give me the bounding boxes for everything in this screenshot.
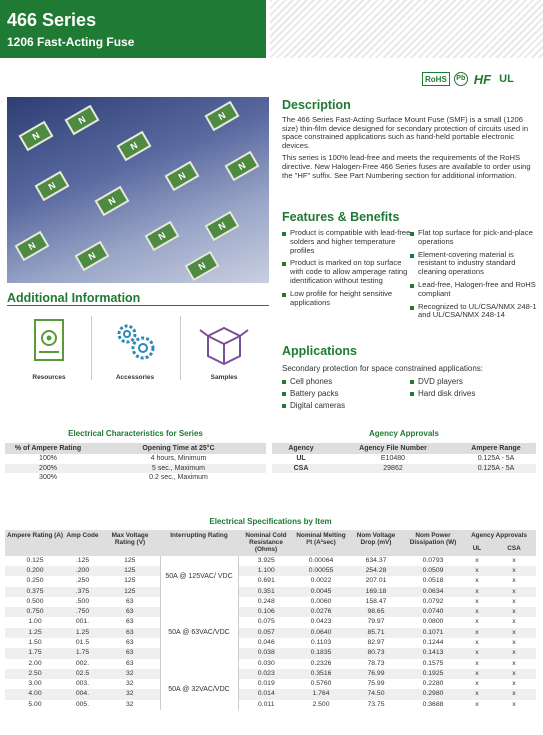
table-cell: x — [475, 659, 479, 667]
table-row — [5, 669, 536, 679]
column-header: Agency — [272, 443, 330, 454]
certification-badges — [422, 72, 516, 86]
table-cell: 01.5 — [75, 638, 90, 646]
table-cell: 2.500 — [312, 700, 330, 708]
table-cell: 0.125A - 5A — [477, 455, 515, 463]
table-cell: x — [492, 669, 536, 679]
document-gear-icon — [19, 316, 79, 368]
table-cell: 78.73 — [367, 659, 385, 667]
table-cell: 76.99 — [348, 669, 404, 679]
agency-table-title: Agency Approvals — [369, 429, 439, 438]
interrupting-rating-cell: 50A @ 63VAC/VDC — [160, 597, 238, 669]
table-cell: 0.1071 — [404, 628, 462, 638]
table-cell: 63 — [125, 638, 134, 646]
rohs-badge: RoHS — [422, 72, 450, 86]
table-cell: 0.0740 — [404, 607, 462, 617]
product-photo: N N N N N N N N N N N N N — [7, 97, 269, 283]
divider — [180, 316, 181, 380]
table-cell: 80.73 — [348, 648, 404, 658]
column-header: Agency File Number — [330, 443, 456, 454]
table-cell: x — [462, 648, 492, 658]
table-cell: 001. — [75, 618, 90, 626]
table-cell: x — [512, 577, 516, 585]
features-list-right — [410, 229, 538, 324]
feature-item: Element-covering material is resistant to industry standard cleaning operations — [410, 251, 538, 277]
table-cell: 0.2980 — [404, 689, 462, 699]
table-cell: 0.00055 — [294, 566, 348, 576]
samples-label: Samples — [210, 374, 238, 381]
table-cell: 300% — [39, 474, 57, 482]
table-cell: 0.500 — [26, 597, 44, 605]
gears-icon — [105, 316, 165, 368]
column-header: % of Ampere Rating — [5, 443, 91, 454]
description-paragraph: The 466 Series Fast-Acting Surface Mount Fuse (SMF) is a small (1206 size) thin-film device designed for secondary protection of circuits used in space constrained applications such as hand-held portable electronic devices. — [282, 115, 529, 150]
table-cell: 0.057 — [238, 628, 294, 638]
table-cell: 73.75 — [367, 700, 385, 708]
table-cell: x — [492, 566, 536, 576]
table-cell: x — [475, 680, 479, 688]
accessories-label: Accessories — [115, 374, 155, 381]
table-row — [5, 597, 536, 607]
table-row — [5, 689, 536, 699]
table-cell: x — [475, 577, 479, 585]
table-row — [5, 566, 536, 576]
table-row — [5, 679, 536, 689]
feature-item: Lead-free, Halogen-free and RoHS compliant — [410, 281, 538, 299]
table-cell: .250 — [75, 577, 90, 585]
agency-approvals-table — [272, 443, 536, 473]
table-cell: 169.18 — [348, 587, 404, 597]
table-cell: 1.764 — [294, 689, 348, 699]
feature-item: Product is compatible with lead-free solders and higher temperature profiles — [282, 229, 412, 255]
table-cell: 32 — [125, 700, 134, 708]
electrical-table-title: Electrical Characteristics for Series — [68, 429, 203, 438]
table-row — [5, 587, 536, 597]
table-cell: x — [512, 618, 516, 626]
halogen-free-badge: HF — [473, 72, 492, 87]
application-item: Cell phones — [282, 376, 345, 388]
table-cell: 207.01 — [365, 577, 387, 585]
table-row — [5, 556, 536, 566]
additional-info-heading: Additional Information — [7, 291, 141, 305]
table-cell: 5 sec., Maximum — [91, 464, 266, 474]
application-item: DVD players — [410, 376, 475, 388]
resources-label: Resources — [32, 374, 66, 381]
table-cell: 74.50 — [348, 689, 404, 699]
table-cell: 0.0060 — [310, 597, 332, 605]
description-heading: Description — [282, 98, 351, 112]
table-row — [5, 638, 536, 648]
table-cell: 0.2280 — [422, 680, 444, 688]
table-cell: x — [462, 669, 492, 679]
table-cell: 75.99 — [367, 680, 385, 688]
table-cell: 32 — [125, 680, 134, 688]
ul-mark: UL — [296, 455, 306, 463]
table-cell: 0.1103 — [310, 638, 332, 646]
table-cell: x — [492, 648, 536, 658]
table-cell: 5.00 — [28, 700, 42, 708]
table-cell: x — [492, 607, 536, 617]
table-cell: 158.47 — [365, 597, 387, 605]
table-cell: 0.1244 — [422, 638, 444, 646]
table-cell: 3.00 — [28, 680, 42, 688]
table-cell: x — [492, 587, 536, 597]
table-cell: x — [462, 628, 492, 638]
feature-item: Flat top surface for pick-and-place operations — [410, 229, 538, 247]
description-text — [282, 116, 536, 184]
table-cell: 63 — [125, 597, 134, 605]
table-cell: x — [512, 556, 516, 564]
table-cell: 100% — [39, 455, 57, 463]
table-cell: 79.97 — [367, 618, 385, 626]
table-cell: x — [512, 638, 516, 646]
table-cell: 0.0800 — [422, 618, 444, 626]
table-cell: 3.925 — [257, 556, 275, 564]
divider — [7, 305, 269, 306]
table-cell: 125 — [100, 587, 160, 597]
applications-heading: Applications — [282, 344, 358, 358]
table-cell: 63 — [100, 648, 160, 658]
table-cell: 1.25 — [65, 628, 100, 638]
table-cell: x — [475, 700, 479, 708]
table-cell: x — [512, 680, 516, 688]
table-cell: 63 — [125, 659, 134, 667]
table-cell: 4.00 — [5, 689, 65, 699]
column-header: Ampere Range — [456, 443, 536, 454]
table-cell: 0.0640 — [294, 628, 348, 638]
column-header: Nominal Melting I²t (A²sec) — [294, 530, 348, 556]
application-item: Battery packs — [282, 388, 345, 400]
table-cell: 32 — [100, 689, 160, 699]
table-cell: x — [462, 587, 492, 597]
samples-link[interactable] — [194, 316, 254, 368]
table-cell: 0.019 — [257, 680, 275, 688]
column-header: Opening Time at 25°C — [91, 443, 266, 454]
table-cell: 0.075 — [257, 618, 275, 626]
pb-free-badge: Pb — [454, 72, 468, 86]
table-cell: 125 — [124, 577, 136, 585]
table-cell: 85.71 — [348, 628, 404, 638]
table-cell: 1.00 — [28, 618, 42, 626]
table-cell: 63 — [125, 618, 134, 626]
box-icon — [194, 316, 254, 368]
table-cell: 0.0634 — [404, 587, 462, 597]
table-cell: 0.248 — [257, 597, 275, 605]
table-cell: 200% — [5, 464, 91, 474]
table-cell: 0.0792 — [422, 597, 444, 605]
table-cell: 125 — [124, 556, 136, 564]
table-cell: E10480 — [380, 455, 406, 463]
table-cell: x — [512, 659, 516, 667]
table-cell: .375 — [65, 587, 100, 597]
table-cell: 0.0793 — [422, 556, 444, 564]
table-cell: 2.50 — [5, 669, 65, 679]
table-cell: 004. — [65, 689, 100, 699]
series-title: 466 Series — [7, 10, 97, 30]
table-cell: x — [462, 689, 492, 699]
table-cell: 0.351 — [238, 587, 294, 597]
resources-link[interactable] — [19, 316, 79, 368]
feature-item: Low profile for height sensitive applications — [282, 290, 412, 308]
csa-mark: CSA — [492, 543, 536, 556]
header-banner — [0, 0, 266, 58]
table-cell: 0.1925 — [404, 669, 462, 679]
table-cell: 29862 — [330, 464, 456, 474]
table-cell: 0.0423 — [310, 618, 332, 626]
applications-intro: Secondary protection for space constrained applications: — [282, 364, 484, 373]
table-cell: 005. — [75, 700, 90, 708]
table-cell: 0.375 — [5, 587, 65, 597]
features-list-left — [282, 229, 412, 311]
divider — [91, 316, 92, 380]
table-cell: 0.200 — [5, 566, 65, 576]
table-row — [5, 576, 536, 586]
application-item: Digital cameras — [282, 400, 345, 412]
table-row — [5, 700, 536, 710]
applications-list-right — [410, 376, 475, 400]
table-cell: x — [475, 618, 479, 626]
csa-mark: CSA — [272, 464, 330, 474]
table-cell: .500 — [75, 597, 90, 605]
table-cell: 0.125 — [26, 556, 44, 564]
table-cell: 0.1835 — [294, 648, 348, 658]
table-cell: 0.014 — [238, 689, 294, 699]
table-cell: x — [512, 700, 516, 708]
features-heading: Features & Benefits — [282, 210, 400, 224]
table-cell: 0.0276 — [294, 607, 348, 617]
table-cell: x — [462, 607, 492, 617]
feature-item: Product is marked on top surface with code to allow amperage rating identification without testing — [282, 259, 412, 285]
table-cell: 0.0022 — [310, 577, 332, 585]
table-cell: 02.5 — [65, 669, 100, 679]
applications-list-left — [282, 376, 345, 412]
table-cell: 634.37 — [365, 556, 387, 564]
table-cell: 0.0045 — [294, 587, 348, 597]
table-cell: 0.691 — [257, 577, 275, 585]
table-cell: 0.106 — [238, 607, 294, 617]
description-paragraph: This series is 100% lead-free and meets the requirements of the RoHS directive. New Halogen-Free 466 Series fuses are available to order using the "HF" suffix. See Part Numbering section for additional information. — [282, 153, 531, 180]
table-cell: 0.2 sec., Maximum — [149, 474, 208, 482]
specs-table-title: Electrical Specifications by Item — [209, 517, 332, 526]
table-cell: 0.023 — [238, 669, 294, 679]
table-cell: 0.046 — [257, 638, 275, 646]
column-header: Nom Power Dissipation (W) — [404, 530, 462, 556]
table-cell: .125 — [75, 556, 90, 564]
table-row — [5, 659, 536, 669]
table-cell: x — [475, 597, 479, 605]
series-subtitle: 1206 Fast-Acting Fuse — [7, 35, 135, 49]
column-header: Nominal Cold Resistance (Ohms) — [238, 530, 294, 556]
column-header: Amp Code — [65, 530, 100, 556]
table-cell: 003. — [75, 680, 90, 688]
table-cell: 1.100 — [238, 566, 294, 576]
table-cell: 0.1413 — [404, 648, 462, 658]
table-cell: 98.65 — [348, 607, 404, 617]
column-header: Interrupting Rating — [160, 530, 238, 556]
table-cell: 0.0509 — [404, 566, 462, 576]
table-cell: x — [475, 638, 479, 646]
table-cell: 1.75 — [65, 648, 100, 658]
table-cell: 0.2326 — [310, 659, 332, 667]
table-cell: 002. — [75, 659, 90, 667]
table-cell: 0.0518 — [422, 577, 444, 585]
column-header: Agency Approvals — [462, 530, 536, 543]
table-cell: 0.00064 — [308, 556, 334, 564]
ul-badge: UL — [499, 73, 514, 85]
table-cell: 254.28 — [348, 566, 404, 576]
table-cell: 32 — [100, 669, 160, 679]
electrical-characteristics-table — [5, 443, 266, 483]
column-header: Max Voltage Rating (V) — [100, 530, 160, 556]
ul-mark: UL — [462, 543, 492, 556]
table-cell: 0.125A - 5A — [456, 464, 536, 474]
table-row — [5, 648, 536, 658]
electrical-specifications-table — [5, 530, 536, 710]
table-cell: x — [462, 566, 492, 576]
table-cell: 0.3688 — [422, 700, 444, 708]
table-cell: 0.250 — [26, 577, 44, 585]
table-row — [5, 617, 536, 627]
table-cell: 0.5760 — [310, 680, 332, 688]
table-cell: x — [492, 628, 536, 638]
table-cell: .750 — [65, 607, 100, 617]
column-header: Ampere Rating (A) — [5, 530, 65, 556]
table-cell: 1.75 — [5, 648, 65, 658]
column-header: Nom Voltage Drop (mV) — [348, 530, 404, 556]
table-cell: 4 hours, Minimum — [150, 455, 207, 463]
table-cell: 0.3516 — [294, 669, 348, 679]
table-cell: 0.030 — [257, 659, 275, 667]
accessories-link[interactable] — [105, 316, 165, 368]
interrupting-rating-cell: 50A @ 32VAC/VDC — [160, 669, 238, 710]
feature-item: Recognized to UL/CSA/NMX 248-1 and UL/CSA/NMX 248-14 — [410, 303, 538, 321]
application-item: Hard disk drives — [410, 388, 475, 400]
header-stripe — [270, 0, 543, 58]
table-row — [5, 628, 536, 638]
table-row — [5, 607, 536, 617]
table-cell: 0.750 — [5, 607, 65, 617]
table-cell: 125 — [100, 566, 160, 576]
table-cell: 0.038 — [238, 648, 294, 658]
table-cell: 0.011 — [257, 700, 275, 708]
table-cell: 2.00 — [28, 659, 42, 667]
table-cell: 0.1575 — [422, 659, 444, 667]
table-cell: 63 — [100, 607, 160, 617]
table-cell: x — [492, 689, 536, 699]
table-cell: x — [512, 597, 516, 605]
table-cell: 63 — [100, 628, 160, 638]
table-cell: x — [475, 556, 479, 564]
table-cell: .200 — [65, 566, 100, 576]
table-cell: 82.97 — [367, 638, 385, 646]
interrupting-rating-cell: 50A @ 125VAC/ VDC — [160, 556, 238, 597]
table-cell: 1.50 — [28, 638, 42, 646]
table-cell: 1.25 — [5, 628, 65, 638]
